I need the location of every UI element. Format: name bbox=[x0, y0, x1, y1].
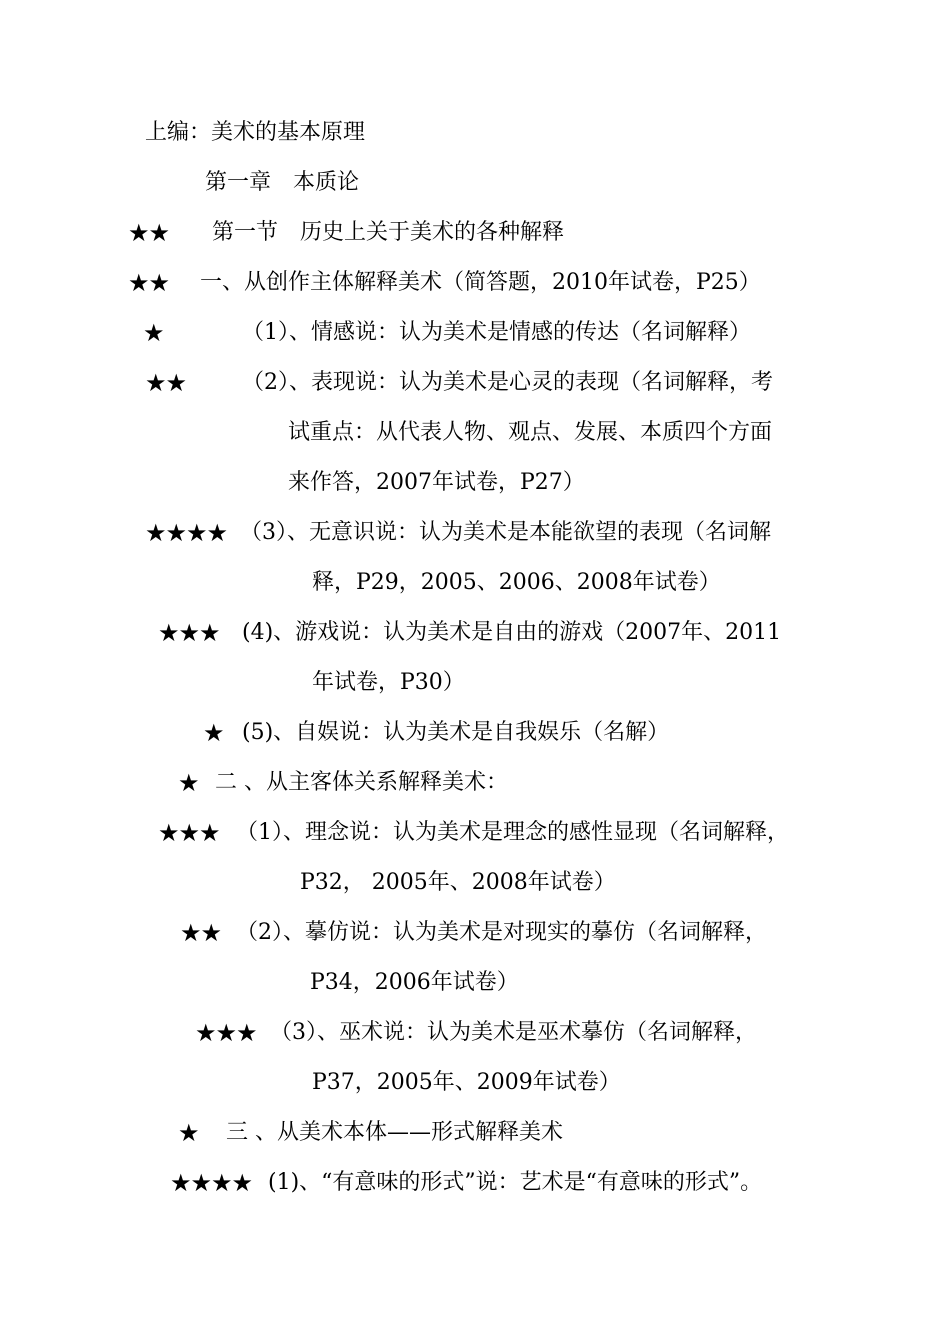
item-3-text-line-1: （2）、表现说：认为美术是心灵的表现（名词解释，考 bbox=[242, 370, 773, 395]
item-11-stars: ★ bbox=[178, 1119, 199, 1147]
item-10-stars: ★★★ bbox=[195, 1019, 257, 1047]
item-3-stars: ★★ bbox=[145, 369, 187, 397]
item-1-heading: 一、从创作主体解释美术（简答题，2010年试卷，P25） bbox=[200, 270, 761, 295]
item-9-stars: ★★ bbox=[180, 919, 222, 947]
item-2-stars: ★ bbox=[143, 319, 164, 347]
item-12-stars: ★★★★ bbox=[170, 1169, 253, 1197]
item-11-heading: 三 、从美术本体——形式解释美术 bbox=[226, 1120, 563, 1145]
chapter-title: 第一章 本质论 bbox=[205, 170, 360, 195]
item-8-text-line-1: （1）、理念说：认为美术是理念的感性显现（名词解释， bbox=[236, 820, 789, 845]
item-6-stars: ★ bbox=[203, 719, 224, 747]
item-2-text: （1）、情感说：认为美术是情感的传达（名词解释） bbox=[242, 320, 751, 345]
item-8-stars: ★★★ bbox=[158, 819, 220, 847]
item-3-text-line-2: 试重点：从代表人物、观点、发展、本质四个方面 bbox=[288, 420, 773, 445]
item-4-text-line-2: 释，P29，2005、2006、2008年试卷） bbox=[312, 570, 721, 595]
item-8-text-line-2: P32， 2005年、2008年试卷） bbox=[300, 870, 616, 895]
item-6-text: (5)、自娱说：认为美术是自我娱乐（名解） bbox=[242, 720, 670, 745]
item-9-text-line-2: P34，2006年试卷） bbox=[310, 970, 519, 995]
section-title: 第一节 历史上关于美术的各种解释 bbox=[212, 220, 565, 245]
item-9-text-line-1: （2）、摹仿说：认为美术是对现实的摹仿（名词解释， bbox=[236, 920, 767, 945]
item-4-text-line-1: （3）、无意识说：认为美术是本能欲望的表现（名词解 bbox=[240, 520, 771, 545]
item-5-stars: ★★★ bbox=[158, 619, 220, 647]
item-5-text-line-1: (4)、游戏说：认为美术是自由的游戏（2007年、2011 bbox=[242, 620, 782, 645]
item-12-text: (1)、“有意味的形式”说：艺术是“有意味的形式”。 bbox=[268, 1170, 763, 1195]
item-1-stars: ★★ bbox=[128, 269, 170, 297]
item-5-text-line-2: 年试卷，P30） bbox=[312, 670, 465, 695]
item-7-stars: ★ bbox=[178, 769, 199, 797]
item-4-stars: ★★★★ bbox=[145, 519, 228, 547]
section-importance-stars: ★★ bbox=[128, 219, 170, 247]
item-7-heading: 二 、从主客体关系解释美术： bbox=[215, 770, 508, 795]
item-10-text-line-1: （3）、巫术说：认为美术是巫术摹仿（名词解释， bbox=[270, 1020, 757, 1045]
part-title: 上编：美术的基本原理 bbox=[145, 120, 366, 145]
item-3-text-line-3: 来作答，2007年试卷，P27） bbox=[288, 470, 585, 495]
item-10-text-line-2: P37，2005年、2009年试卷） bbox=[312, 1070, 621, 1095]
